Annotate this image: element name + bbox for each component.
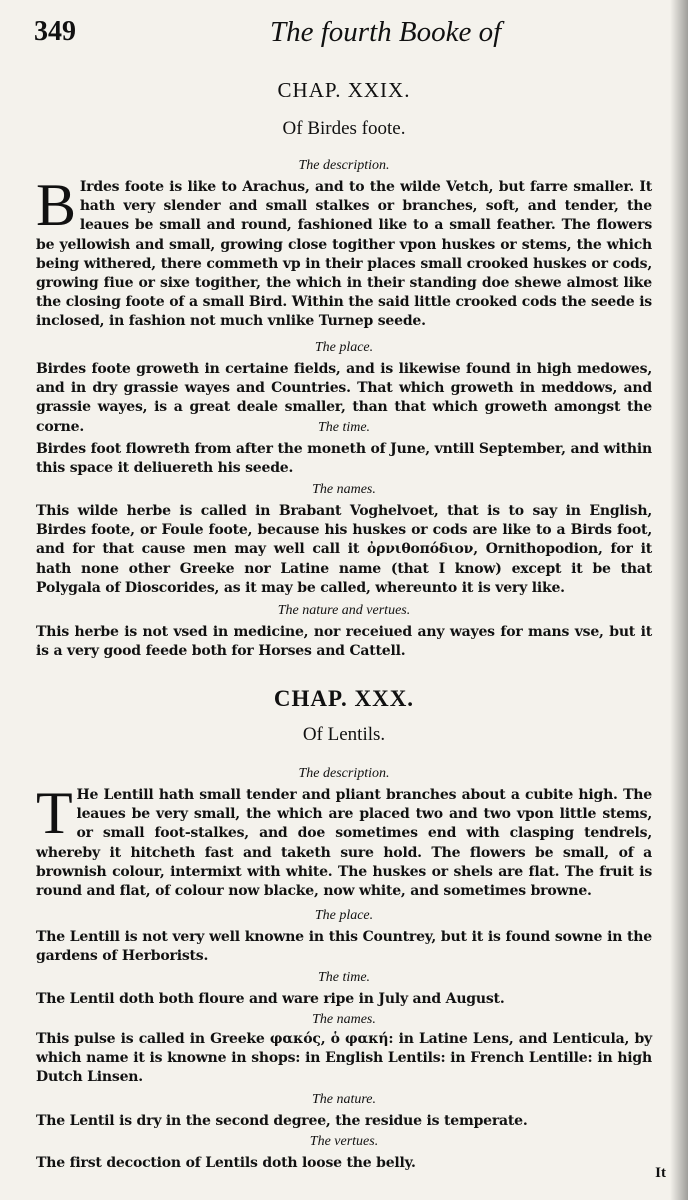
page-number: 349 bbox=[34, 16, 76, 47]
section-text bbox=[36, 440, 652, 478]
paragraph: Birdes foot flowreth from after the moneth of June, vntill September, and within this space it deliuereth his seede. bbox=[36, 441, 652, 477]
paragraph: This wilde herbe is called in Brabant Voghelvoet, that is to say in English, Birdes foote, or Foule foote, because his huskes or cods are like to a Birds foot, and for that cause men may well call it ὀρνιθοπόδιον, Ornithopodion, for it hath none other Greeke nor Latine name (that I know) except it be that Polygala of Dioscorides, as it may be called, whereunto it is very like. bbox=[36, 503, 652, 596]
section-label: The place. bbox=[314, 908, 374, 923]
paragraph: Birdes foote groweth in certaine fields, and is likewise found in high medowes, and in dry grassie wayes and Countries. That which groweth in meddows, and grassie wayes, is a great deale smaller, than that which groweth amongst the corne. bbox=[36, 361, 652, 435]
catchword: It bbox=[655, 1165, 666, 1181]
paragraph: Irdes foote is like to Arachus, and to the wilde Vetch, but farre smaller. It hath very slender and small stalkes or branches, soft, and tender, the leaues be small and round, fashioned like to a small feather. The flowers be yellowish and small, growing close togither vpon huskes or stems, the which being withered, there commeth vp in their places small crooked huskes or cods, growing fiue or sixe togither, the which in their standing doe shewe almost like the closing foote of a small Bird. Within the said little crooked cods the seede is inclosed, in fashion not much vnlike Turnep seede. bbox=[36, 179, 652, 330]
section-text bbox=[36, 623, 652, 661]
section-text bbox=[36, 502, 652, 598]
section-text bbox=[36, 1030, 652, 1088]
section-label: The names. bbox=[312, 1012, 376, 1027]
section-label: The time. bbox=[317, 970, 371, 985]
paragraph: The Lentill is not very well knowne in this Countrey, but it is found sowne in the gardens of Herborists. bbox=[36, 929, 652, 965]
section-text bbox=[36, 1154, 652, 1173]
paragraph: He Lentill hath small tender and pliant branches about a cubite high. The leaues be very small, the which are placed two and two vpon little stems, or small foot-stalkes, and doe sometimes end with clasping tendrels, whereby it hitcheth fast and taketh sure hold. The flowers be small, of a brownish colour, intermixt with white. The huskes or shels are flat. The fruit is round and flat, of colour now blacke, now white, and sometimes browne. bbox=[36, 787, 652, 900]
section-text bbox=[36, 990, 652, 1009]
section-label: The time. bbox=[317, 420, 371, 435]
paragraph: This herbe is not vsed in medicine, nor receiued any wayes for mans vse, but it is a very good feede both for Horses and Cattell. bbox=[36, 624, 652, 660]
page-header bbox=[30, 10, 650, 54]
section-label: The description. bbox=[298, 158, 390, 173]
running-title: The fourth Booke of bbox=[270, 16, 502, 48]
section-label: The description. bbox=[298, 766, 390, 781]
paragraph: The Lentil doth both floure and ware ripe in July and August. bbox=[36, 991, 505, 1007]
chapter-title: Of Birdes foote. bbox=[282, 118, 406, 139]
drop-cap: T bbox=[36, 780, 73, 846]
drop-cap: B bbox=[36, 172, 76, 238]
section-label: The names. bbox=[312, 482, 376, 497]
section-label: The nature. bbox=[311, 1092, 377, 1107]
section-text bbox=[36, 172, 652, 332]
paragraph: This pulse is called in Greeke φακός, ὁ φακή: in Latine Lens, and Lenticula, by which name it is knowne in shops: in English Lentils: in French Lentille: in high Dutch Linsen. bbox=[36, 1031, 652, 1086]
section-label: The vertues. bbox=[309, 1134, 379, 1149]
chapter-heading: CHAP. XXIX. bbox=[277, 78, 411, 102]
section-text bbox=[36, 928, 652, 966]
paragraph: The first decoction of Lentils doth loose the belly. bbox=[36, 1155, 416, 1171]
section-text bbox=[36, 780, 652, 901]
chapter-title: Of Lentils. bbox=[302, 724, 386, 745]
section-label: The nature and vertues. bbox=[277, 603, 411, 618]
paragraph: The Lentil is dry in the second degree, the residue is temperate. bbox=[36, 1113, 528, 1129]
chapter-heading: CHAP. XXX. bbox=[273, 686, 415, 711]
section-text bbox=[36, 1112, 652, 1131]
section-label: The place. bbox=[314, 340, 374, 355]
page-edge-shadow bbox=[670, 0, 688, 1200]
